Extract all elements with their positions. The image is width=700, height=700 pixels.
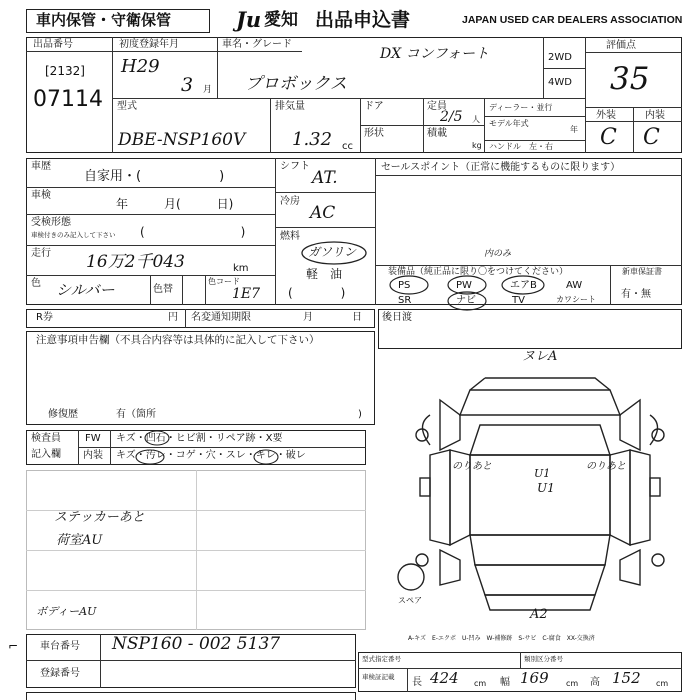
divider <box>375 175 682 176</box>
divider <box>196 470 197 630</box>
displacement-unit: cc <box>342 141 353 152</box>
equipment-seat: カワシート <box>556 295 596 304</box>
drive-4wd: 4WD <box>548 77 572 88</box>
equipment-sr: SR <box>398 295 412 306</box>
divider <box>112 51 217 52</box>
divider <box>217 37 218 98</box>
inspection-value: 年 月( 日) <box>116 197 234 211</box>
equipment-ps: PS <box>398 280 411 291</box>
ju-logo: Ju <box>236 7 262 32</box>
divider <box>112 98 585 99</box>
checker-circles <box>110 430 310 466</box>
divider <box>112 37 113 153</box>
color-code-value: 1E7 <box>232 286 261 302</box>
divider <box>375 265 682 266</box>
divider <box>484 98 485 153</box>
capacity-value: 2/5 <box>440 109 463 125</box>
checker-fw-items: キズ・凹石・ヒビ割・リペア跡・X要 <box>116 433 283 444</box>
mileage-value: 16万2千043 <box>86 252 185 272</box>
later-date-label: 後日渡 <box>382 312 412 323</box>
divider <box>610 265 611 305</box>
displacement-label: 排気量 <box>275 101 305 112</box>
length-value: 424 <box>430 669 459 687</box>
chassis-label: 車台番号 <box>40 641 80 652</box>
inspection-label: 車検 <box>31 190 51 201</box>
lot-code: [2132] <box>45 64 85 78</box>
shift-value: AT. <box>312 168 338 188</box>
height-unit: cm <box>656 679 669 688</box>
spare-tire-icon <box>396 562 426 592</box>
length-unit: cm <box>474 679 487 688</box>
mileage-label: 走行 <box>31 248 51 259</box>
type-label: 型式 <box>117 101 137 112</box>
diagram-legend: A-キズ E-エクボ U-凹み W-補修跡 S-サビ C-腐食 XX-交換済 <box>408 635 595 642</box>
type-value: DBE-NSP160V <box>118 130 246 150</box>
divider <box>520 652 521 668</box>
width-label: 幅 <box>500 677 510 688</box>
color-code-label: 色コード <box>208 277 240 286</box>
equipment-circles <box>385 274 565 314</box>
exterior-grade: C <box>600 125 617 150</box>
diagram-left-note: のりあと <box>452 461 492 472</box>
remark-line-1: ステッカーあと <box>54 510 145 525</box>
model-year-label: モデル年式 <box>489 119 529 128</box>
association-name: JAPAN USED CAR DEALERS ASSOCIATION <box>462 14 683 26</box>
displacement-value: 1.32 <box>292 129 333 150</box>
storage-stamp-label: 車内保管・守衛保管 <box>36 11 172 29</box>
diagram-right-note: のりあと <box>586 461 626 472</box>
equipment-navi: ナビ <box>456 295 476 306</box>
divider <box>375 158 376 305</box>
color-change-label: 色替 <box>153 284 173 295</box>
tax-period-month: 月 <box>303 312 313 323</box>
diagram-bottom-label: A2 <box>530 607 548 622</box>
checker-int-label: 内装 <box>83 450 103 461</box>
lot-number: 07114 <box>33 87 103 112</box>
divider <box>26 660 356 661</box>
capacity-label: 定員 <box>427 101 447 112</box>
model-name: プロボックス <box>245 74 347 94</box>
load-label: 積載 <box>427 128 447 139</box>
divider <box>275 227 375 228</box>
plate-label: 登録番号 <box>40 668 80 679</box>
color-label: 色 <box>31 278 41 289</box>
diagram-top-label: ヌレA <box>522 349 558 364</box>
divider <box>100 634 101 688</box>
registration-month-unit: 月 <box>203 85 213 95</box>
dealer-label: ディーラー・並行 <box>489 103 553 112</box>
remark-line-2: 荷室AU <box>56 533 103 548</box>
equipment-label: 装備品（純正品に限り〇をつけてください） <box>388 267 569 277</box>
diagram-roof-note: U1 <box>534 467 551 480</box>
evaluation-label: 評価点 <box>606 40 636 51</box>
body-label: 車検証記載 <box>362 673 395 681</box>
warranty-value: 有・無 <box>621 289 651 300</box>
lot-label: 出品番号 <box>33 39 73 50</box>
checker-fw-label: FW <box>85 433 101 444</box>
registration-month: 3 <box>181 74 194 96</box>
fuel-other: ( ) <box>288 286 346 300</box>
sales-point-label: セールスポイント（正常に機能するものに限ります） <box>381 162 621 173</box>
equipment-pw: PW <box>456 280 472 291</box>
checker-int-items: キズ・汚レ・コゲ・穴・スレ・キレ・破レ <box>116 450 306 461</box>
exterior-label: 外装 <box>596 110 616 121</box>
divider <box>26 245 275 246</box>
drive-2wd: 2WD <box>548 52 572 63</box>
form-title: 出品申込書 <box>315 9 411 31</box>
equipment-aw: AW <box>566 280 583 291</box>
mileage-unit: km <box>233 263 249 274</box>
registration-label: 初度登録年月 <box>119 39 179 50</box>
divider <box>217 51 302 52</box>
handle-label: ハンドル 左・右 <box>489 142 553 151</box>
divider <box>26 187 275 188</box>
r-ticket-label: R券 <box>36 312 53 323</box>
divider <box>585 52 682 53</box>
divider <box>26 51 112 52</box>
diagram-center-note: U1 <box>537 481 555 495</box>
fuel-diesel: 軽 油 <box>306 267 343 281</box>
chassis-corner-mark: ⌐ <box>8 639 19 653</box>
width-value: 169 <box>520 669 549 687</box>
ac-value: AC <box>310 203 336 223</box>
repair-label: 修復歴 <box>48 409 78 420</box>
class-label: 類別区分番号 <box>524 655 563 663</box>
divider <box>270 98 271 153</box>
divider <box>205 275 206 305</box>
fuel-gasoline: ガソリン <box>308 245 357 259</box>
load-unit: kg <box>472 141 482 150</box>
height-label: 高 <box>590 677 600 688</box>
ac-label: 冷房 <box>280 196 300 207</box>
spare-label: スペア <box>398 596 422 605</box>
remark-line-3: ボディーAU <box>36 605 97 618</box>
history-value: 自家用・( ) <box>84 169 225 184</box>
repair-close: ) <box>358 409 362 420</box>
shape-label: 形状 <box>364 128 384 139</box>
divider <box>185 309 186 328</box>
year-unit: 年 <box>570 125 578 134</box>
interior-grade: C <box>643 125 660 150</box>
evaluation-score: 35 <box>610 61 650 97</box>
history-label: 車歴 <box>31 161 51 172</box>
color-value: シルバー <box>56 281 115 299</box>
divider <box>150 275 151 305</box>
length-label: 長 <box>412 677 422 688</box>
checker-label-2: 記入欄 <box>31 449 61 460</box>
divider <box>275 192 375 193</box>
equipment-note: 内のみ <box>484 249 512 259</box>
tax-period-label: 名変通知期限 <box>191 312 251 323</box>
warranty-label: 新車保証書 <box>622 267 662 276</box>
width-unit: cm <box>566 679 579 688</box>
divider <box>585 121 682 122</box>
divider <box>26 214 275 215</box>
accept-form-label: 受検形態 <box>31 217 71 228</box>
shift-label: シフト <box>280 161 310 172</box>
org-name: 愛知 <box>264 10 298 30</box>
registration-year: H29 <box>121 56 160 77</box>
equipment-airbag: エアB <box>510 280 537 291</box>
type-no-label: 型式指定番号 <box>362 655 401 663</box>
gasoline-circle <box>300 240 370 266</box>
checker-label-1: 検査員 <box>31 433 61 444</box>
equipment-tv: TV <box>512 295 525 306</box>
height-value: 152 <box>612 669 641 687</box>
divider <box>484 116 585 117</box>
model-grade: DX コンフォート <box>380 46 489 62</box>
tax-period-day: 日 <box>352 312 362 323</box>
divider <box>275 158 276 305</box>
accept-form-note: 車検付きのみ記入して下さい <box>31 231 116 239</box>
fuel-label: 燃料 <box>280 231 300 242</box>
interior-label: 内装 <box>645 110 665 121</box>
extra-block <box>26 692 356 700</box>
divider <box>633 107 634 153</box>
model-name-label: 車名・グレード <box>222 39 292 50</box>
divider <box>585 37 586 153</box>
divider <box>182 275 183 305</box>
divider <box>407 668 408 692</box>
accept-form-value: ( ) <box>140 225 246 239</box>
door-label: ドア <box>364 101 384 112</box>
r-ticket-unit: 円 <box>168 312 178 323</box>
notes-label: 注意事項申告欄（不具合内容等は具体的に記入して下さい） <box>36 334 320 346</box>
repair-value: 有（箇所 <box>116 409 156 420</box>
chassis-value: NSP160 - 002 5137 <box>112 634 281 654</box>
divider <box>543 68 585 69</box>
capacity-unit: 人 <box>472 115 480 124</box>
divider <box>484 140 585 141</box>
divider <box>360 125 484 126</box>
later-date-block <box>378 309 682 349</box>
